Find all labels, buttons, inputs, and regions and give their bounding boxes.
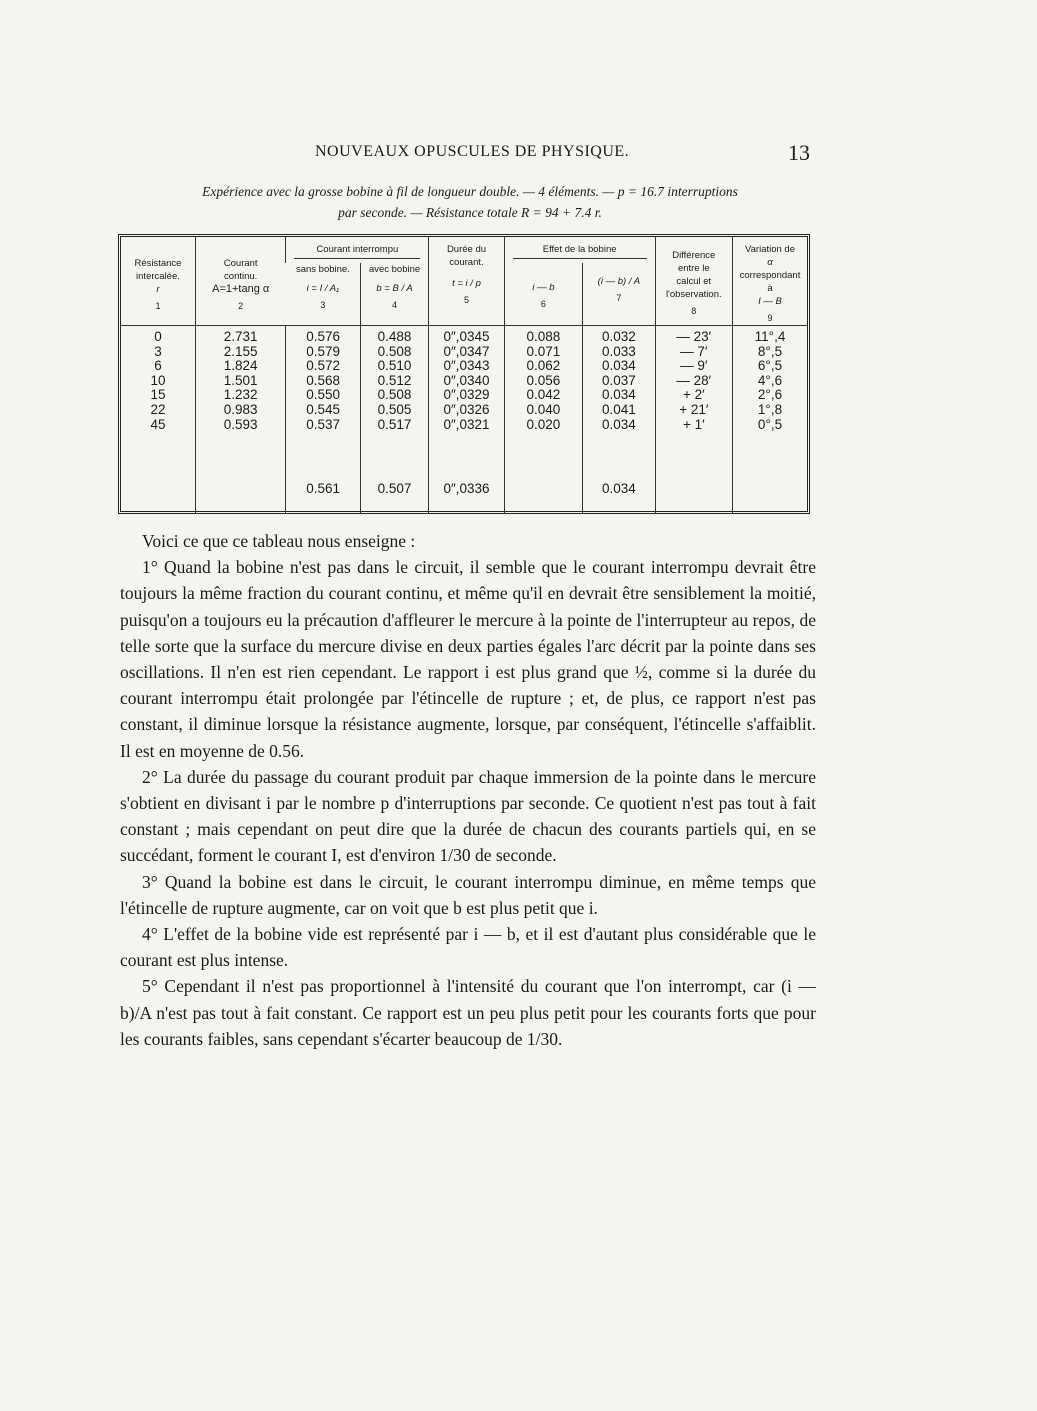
mean-cell <box>655 479 732 514</box>
intro-paragraph: Voici ce que ce tableau nous enseigne : <box>142 531 416 551</box>
mean-with-coil: 0.507 <box>360 479 428 514</box>
table-cell: 0.034 <box>601 358 636 374</box>
table-cell: 0.071 <box>526 343 561 359</box>
table-cell: 45 <box>150 416 166 432</box>
table-cell: + 2′ <box>682 387 705 403</box>
header-difference: Différence entre le calcul et l'observation. 8 <box>655 237 732 326</box>
table-cell: 0.505 <box>377 401 412 417</box>
caption-line-2: par seconde. — Résistance totale R = 94 + 7.4 r. <box>338 205 602 220</box>
table-cell: 11°,4 <box>754 329 786 344</box>
table-cell: 0°,5 <box>757 416 783 432</box>
table-cell: 0.550 <box>306 387 341 403</box>
table-cell: 1.232 <box>223 387 258 403</box>
table-cell: 0.593 <box>223 416 258 432</box>
header-duration: Durée du courant. t = i / p 5 <box>429 237 504 326</box>
table-cell: 0″,0345 <box>443 329 490 344</box>
table-cell: 6 <box>154 358 162 374</box>
mean-cell <box>195 479 286 514</box>
table-cell: 2.731 <box>223 329 258 344</box>
table-cell: 0.056 <box>526 372 561 388</box>
header-resistance: Résistance intercalée. r 1 <box>134 258 182 311</box>
column-variation <box>733 326 808 480</box>
table-cell: 8°,5 <box>757 343 783 359</box>
paragraph-2: 2° La durée du passage du courant produit par chaque immersion de la pointe dans le mercure s'obtient en divisant i par le nombre p d'interruptions par seconde. Ce quotient n'est pas tout à fait constant ; mais cependant on peut dire que la durée de chacun des courants partiels qui, en se succédant, forment le courant I, est d'environ 1/30 de seconde. <box>120 766 816 866</box>
column-without-coil <box>286 326 360 480</box>
page-number: 13 <box>788 140 810 165</box>
table-cell: 0.062 <box>526 358 561 374</box>
table-cell: — 7′ <box>680 343 708 359</box>
table-cell: 0.537 <box>306 416 341 432</box>
body-text <box>120 528 816 1052</box>
table-cell: 2.155 <box>223 343 258 359</box>
table-cell: 0.020 <box>526 416 561 432</box>
table-cell: 0″,0347 <box>443 343 490 359</box>
table-cell: 0.042 <box>526 387 561 403</box>
table-cell: 0.488 <box>377 329 412 344</box>
table-cell: 10 <box>150 372 166 388</box>
table-cell: 0.040 <box>526 401 561 417</box>
page-header <box>0 140 1037 167</box>
data-table <box>121 237 807 514</box>
column-resistance <box>121 326 195 480</box>
table-cell: 0.510 <box>377 358 412 374</box>
table-cell: 0.032 <box>601 329 636 344</box>
table-cell: 0.579 <box>306 343 341 359</box>
paragraph-5: 5° Cependant il n'est pas proportionnel à l'intensité du courant que l'on interrompt, car (i — b)/A n'est pas tout à fait constant. Ce rapport est un peu plus petit pour les courants forts que pour les courants faibles, sans cependant s'écarter beaucoup de 1/30. <box>120 976 816 1049</box>
header-i-minus-b-over-a: (i — b) / A 7 <box>583 263 655 326</box>
table-cell: 0.512 <box>377 372 412 388</box>
column-ratio <box>583 326 655 480</box>
table-cell: 1°,8 <box>757 401 783 417</box>
table-cell: 3 <box>154 343 162 359</box>
table-cell: 0″,0321 <box>443 416 490 432</box>
table-cell: 0.545 <box>306 401 341 417</box>
table-cell: 1.501 <box>223 372 258 388</box>
table-cell: 0.508 <box>377 387 412 403</box>
table-cell: 0.034 <box>601 416 636 432</box>
mean-cell <box>733 479 808 514</box>
mean-ratio: 0.034 <box>583 479 655 514</box>
table-cell: 0.572 <box>306 358 341 374</box>
table-cell: 4°,6 <box>757 372 783 388</box>
header-i-minus-b: i — b 6 <box>504 263 582 326</box>
table-cell: 0″,0329 <box>443 387 490 403</box>
table-cell: 0.576 <box>306 329 341 344</box>
running-title: NOUVEAUX OPUSCULES DE PHYSIQUE. <box>315 143 630 160</box>
table-means <box>121 479 807 514</box>
table-cell: 0″,0343 <box>443 358 490 374</box>
column-i-minus-b <box>504 326 582 480</box>
mean-without-coil: 0.561 <box>286 479 360 514</box>
table-cell: 22 <box>150 401 166 417</box>
column-with-coil <box>360 326 428 480</box>
paragraph-1: 1° Quand la bobine n'est pas dans le circuit, il semble que le courant interrompu devrait être toujours la même fraction du courant continu, et même qu'il en devrait être sensiblement la moitié, puisqu'on a toujours eu la précaution d'affleurer le mercure à la pointe de l'interrupteur au repos, de telle sorte que la surface du mercure divise en deux parties égales l'arc décrit par la pointe dans ses oscillations. Il n'en est rien cependant. Le rapport i est plus grand que ½, comme si la durée du courant interrompu était prolongée par l'étincelle de rupture ; et, de plus, ce rapport n'est pas constant, il diminue lorsque la résistance augmente, lorsque, par conséquent, l'étincelle s'affaiblit. Il est en moyenne de 0.56. <box>120 557 816 761</box>
table-cell: — 28′ <box>676 372 712 388</box>
header-continuous-current: Courant continu. A=1+tang α 2 <box>195 237 286 326</box>
header-coil-effect: Effet de la bobine <box>504 237 655 263</box>
table-cell: 0 <box>154 329 162 344</box>
table-caption <box>120 181 820 223</box>
column-continuous <box>195 326 286 480</box>
table-cell: 0.037 <box>601 372 636 388</box>
table-cell: 2°,6 <box>757 387 783 403</box>
mean-cell <box>121 479 195 514</box>
caption-line-1: Expérience avec la grosse bobine à fil de longueur double. — 4 éléments. — p = 16.7 interruptions <box>202 184 738 199</box>
mean-cell <box>504 479 582 514</box>
data-table-frame <box>118 234 810 514</box>
column-difference <box>655 326 732 480</box>
table-cell: 0″,0340 <box>443 372 490 388</box>
table-cell: 0.034 <box>601 387 636 403</box>
header-without-coil: sans bobine. i = I / A₁ 3 <box>295 263 350 310</box>
paragraph-3: 3° Quand la bobine est dans le circuit, le courant interrompu diminue, en même temps que l'étincelle de rupture augmente, car on voit que b est plus petit que i. <box>120 871 816 918</box>
table-cell: 15 <box>150 387 166 403</box>
mean-duration: 0″,0336 <box>429 479 504 514</box>
table-cell: 0.508 <box>377 343 412 359</box>
table-cell: 0.983 <box>223 401 258 417</box>
header-with-coil: avec bobine b = B / A 4 <box>360 263 428 326</box>
table-cell: 0.088 <box>526 329 561 344</box>
table-cell: 0.517 <box>377 416 412 432</box>
table-cell: + 21′ <box>679 401 709 417</box>
table-cell: 0.033 <box>601 343 636 359</box>
table-cell: — 23′ <box>676 329 712 344</box>
table-cell: 0″,0326 <box>443 401 490 417</box>
header-interrupted-current: Courant interrompu <box>286 237 429 263</box>
column-duration <box>429 326 504 480</box>
table-cell: 6°,5 <box>757 358 783 374</box>
header-variation: Variation de α correspondant à I — B 9 <box>733 237 808 326</box>
table-values <box>121 326 807 480</box>
table-cell: 1.824 <box>223 358 258 374</box>
table-cell: — 9′ <box>680 358 708 374</box>
table-cell: 0.041 <box>601 401 636 417</box>
paragraph-4: 4° L'effet de la bobine vide est représenté par i — b, et il est d'autant plus considérable que le courant est plus intense. <box>120 924 816 971</box>
table-cell: 0.568 <box>306 372 341 388</box>
table-cell: + 1′ <box>682 416 705 432</box>
